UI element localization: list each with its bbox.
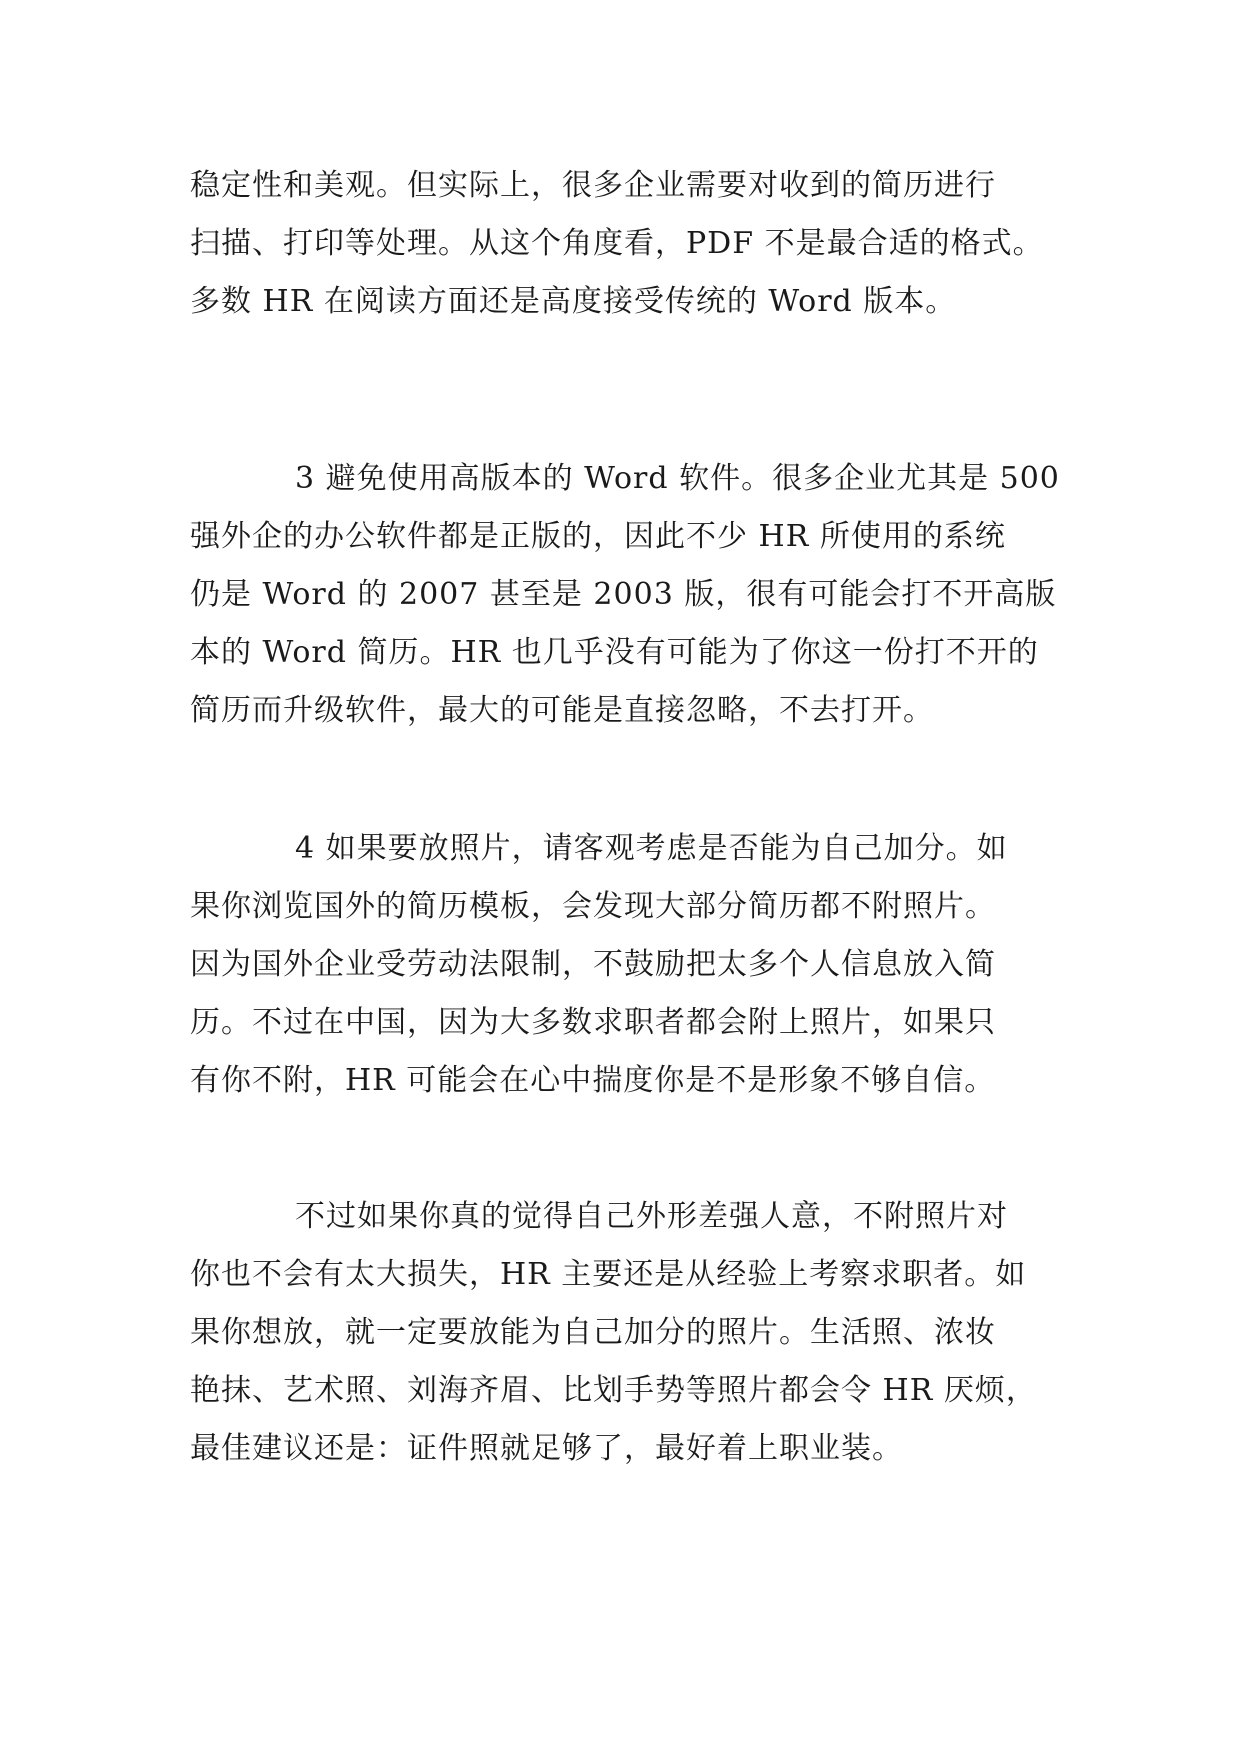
text-line: 简历而升级软件，最大的可能是直接忽略，不去打开。 bbox=[190, 693, 934, 728]
paragraph-pdf-format bbox=[190, 157, 1070, 331]
text-line: 你也不会有太大损失，HR 主要还是从经验上考察求职者。如 bbox=[190, 1257, 1027, 1292]
text-line: 艳抹、艺术照、刘海齐眉、比划手势等照片都会令 HR 厌烦， bbox=[190, 1373, 1037, 1408]
text-line: 因为国外企业受劳动法限制，不鼓励把太多个人信息放入简 bbox=[190, 947, 996, 982]
paragraph-photo bbox=[190, 820, 1070, 1110]
text-line: 3 避免使用高版本的 Word 软件。很多企业尤其是 500 bbox=[295, 461, 1060, 496]
paragraph-photo-advice bbox=[190, 1188, 1070, 1478]
text-line: 仍是 Word 的 2007 甚至是 2003 版，很有可能会打不开高版 bbox=[190, 577, 1057, 612]
text-line: 果你想放，就一定要放能为自己加分的照片。生活照、浓妆 bbox=[190, 1315, 996, 1350]
text-line: 多数 HR 在阅读方面还是高度接受传统的 Word 版本。 bbox=[190, 284, 957, 319]
text-line: 4 如果要放照片，请客观考虑是否能为自己加分。如 bbox=[295, 831, 1008, 866]
text-line: 果你浏览国外的简历模板，会发现大部分简历都不附照片。 bbox=[190, 889, 996, 924]
text-line: 扫描、打印等处理。从这个角度看，PDF 不是最合适的格式。 bbox=[190, 226, 1044, 261]
text-line: 本的 Word 简历。HR 也几乎没有可能为了你这一份打不开的 bbox=[190, 635, 1039, 670]
text-line: 不过如果你真的觉得自己外形差强人意，不附照片对 bbox=[295, 1199, 1008, 1234]
text-line: 有你不附，HR 可能会在心中揣度你是不是形象不够自信。 bbox=[190, 1063, 996, 1098]
text-line: 强外企的办公软件都是正版的，因此不少 HR 所使用的系统 bbox=[190, 519, 1006, 554]
text-line: 历。不过在中国，因为大多数求职者都会附上照片，如果只 bbox=[190, 1005, 996, 1040]
text-line: 最佳建议还是：证件照就足够了，最好着上职业装。 bbox=[190, 1431, 903, 1466]
text-line: 稳定性和美观。但实际上，很多企业需要对收到的简历进行 bbox=[190, 168, 996, 203]
paragraph-word-version bbox=[190, 450, 1070, 740]
